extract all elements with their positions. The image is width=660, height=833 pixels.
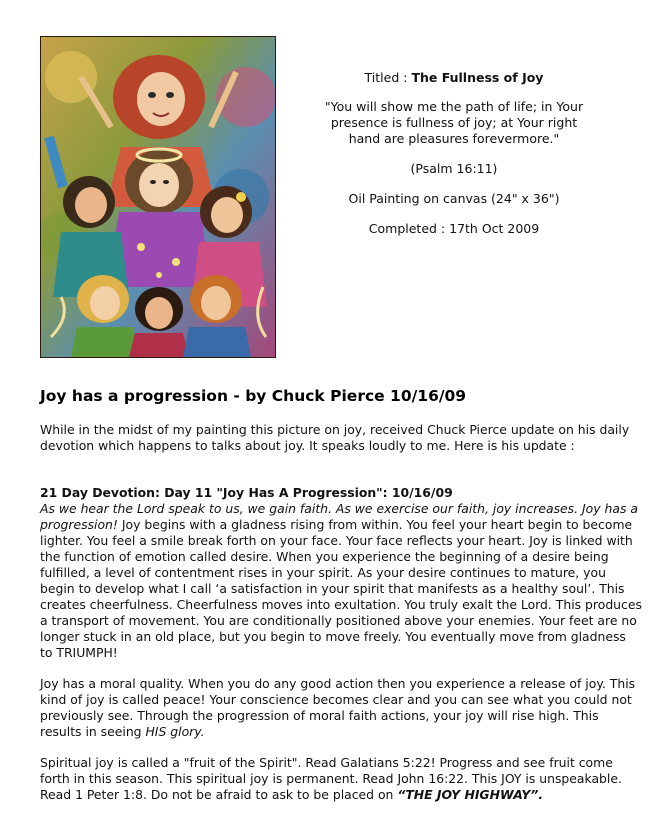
scripture-quote: "You will show me the path of life; in Your presence is fullness of joy; at Your right hand are pleasures forevermore." (324, 99, 584, 146)
devotion-paragraph-1-text: Joy begins with a gladness rising from within. You feel your heart begin to become lighter. You feel a smile break forth on your face. Your face reflects your heart. Joy is linked with the function of emotion called desire. When you experience the beginning of a desire being fulfilled, a level of contentment rises in your spirit. As your desire continues to mature, you begin to develop what I call ‘a satisfaction in your spirit that manifests as a healthy soul’. This creates cheerfulness. Cheerfulness moves into exultation. You truly exalt the Lord. This produces a transport of movement. You are conditionally positioned above your enemies. Your feet are no longer stuck in an old place, but you begin to move freely. You eventually move from gladness to TRIUMPH! (40, 517, 642, 660)
painting-image (40, 36, 276, 358)
devotion-title: 21 Day Devotion: Day 11 "Joy Has A Progression": 10/16/09 (40, 485, 453, 500)
devotion-paragraph-2 (40, 676, 642, 740)
devotion-paragraph-1 (40, 501, 642, 661)
devotion-section (40, 485, 642, 818)
joy-highway-text: “THE JOY HIGHWAY”. (397, 787, 544, 802)
article-heading: Joy has a progression - by Chuck Pierce 10/16/09 (40, 387, 467, 405)
devotion-paragraph-3-text: Spiritual joy is called a "fruit of the Spirit". Read Galatians 5:22! Progress and see fruit come forth in this season. This spiritual joy is permanent. Read John 16:22. This JOY is unspeakable. Read 1 Peter 1:8. Do not be afraid to ask to be placed on (40, 755, 622, 802)
his-glory-text: HIS glory. (145, 724, 205, 739)
painting-title: The Fullness of Joy (411, 70, 544, 85)
devotion-paragraph-2-text: Joy has a moral quality. When you do any good action then you experience a release of joy. This kind of joy is called peace! Your conscience becomes clear and you can see what you could not previously see. Through the progression of moral faith actions, your joy will rise high. This results in seeing (40, 676, 636, 739)
title-prefix: Titled : (364, 70, 408, 85)
devotion-paragraph-3 (40, 755, 642, 803)
completion-date: Completed : 17th Oct 2009 (368, 221, 540, 236)
scripture-reference: (Psalm 16:11) (410, 161, 498, 176)
painting-title-line (318, 70, 590, 86)
devotion-italic-intro: As we hear the Lord speak to us, we gain faith. As we exercise our faith, joy increases. Joy has a progression! (40, 501, 638, 532)
painting-info (318, 70, 590, 251)
intro-paragraph: While in the midst of my painting this picture on joy, received Chuck Pierce update on his daily devotion which happens to talks about joy. It speaks loudly to me. Here is his update : (40, 422, 630, 453)
painting-medium: Oil Painting on canvas (24" x 36") (348, 191, 560, 206)
